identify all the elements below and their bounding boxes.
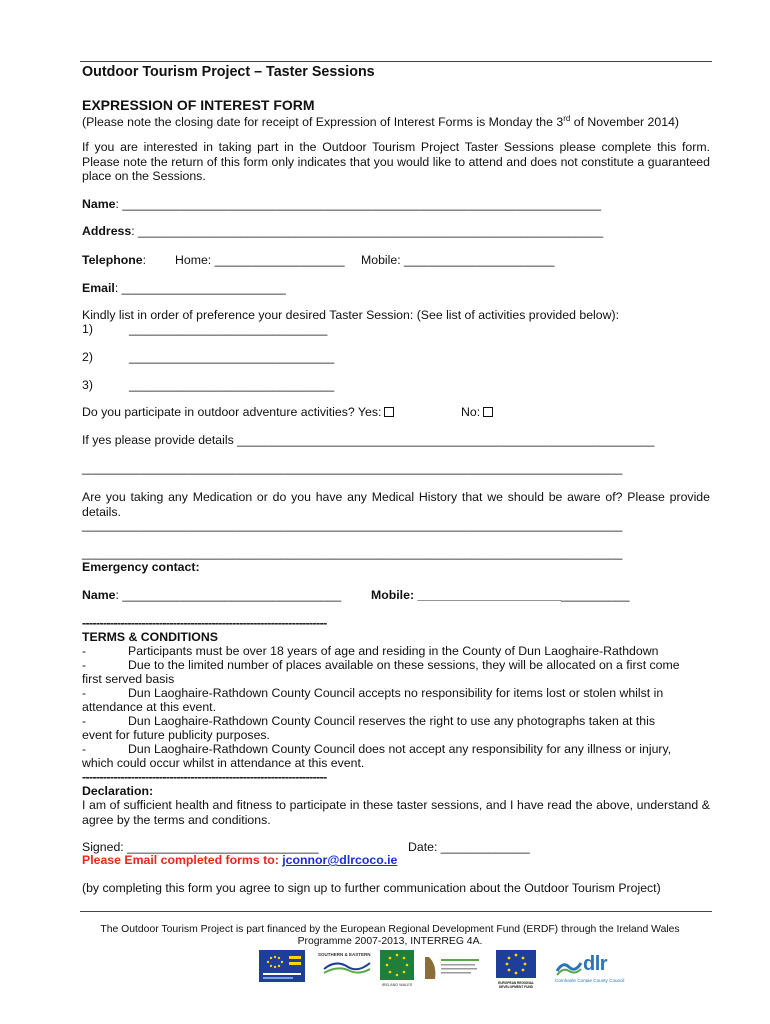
- terms-item-4-cont: event for future publicity purposes.: [82, 728, 270, 742]
- footer-rule: [80, 911, 712, 912]
- declaration-text: I am of sufficient health and fitness to participate in these taster sessions, and I have read the above, understand & agree by the terms and conditions.: [82, 798, 710, 827]
- terms-item-4-dash: -: [82, 714, 87, 728]
- yes-checkbox[interactable]: [384, 407, 394, 417]
- closing-note-sup: rd: [563, 114, 571, 123]
- intro-paragraph: If you are interested in taking part in the Outdoor Tourism Project Taster Sessions please complete this form. Please note the return of this form only indicates that you would like to attend and does not constitute a guaranteed place on the Sessions.: [82, 140, 710, 183]
- preference-3-field[interactable]: ______________________________: [129, 378, 335, 392]
- preference-intro: Kindly list in order of preference your desired Taster Session: (See list of activities provided below):: [82, 308, 619, 322]
- dlr-subtext: Comhairle Contae County Council: [555, 978, 625, 983]
- preference-1-number: 1): [82, 322, 93, 336]
- footer-line-1: The Outdoor Tourism Project is part financed by the European Regional Development Fund (ERDF) through the Ireland Wales: [100, 924, 680, 935]
- terms-item-5-dash: -: [82, 742, 87, 756]
- top-rule: [80, 61, 712, 62]
- emergency-name-line: : ________________________________: [115, 588, 342, 602]
- terms-item-1-dash: -: [82, 644, 87, 658]
- telephone-row: [82, 253, 146, 267]
- harp-icon: [421, 953, 483, 983]
- southern-eastern-logo: [318, 952, 373, 984]
- footer-text: [90, 924, 690, 948]
- terms-item-2-dash: -: [82, 658, 87, 672]
- terms-item-1: Participants must be over 18 years of age and residing in the County of Dun Laoghaire-Rathdown: [128, 644, 659, 658]
- preference-2-field[interactable]: ______________________________: [129, 350, 335, 364]
- emergency-name-label: Name: [82, 588, 116, 602]
- no-checkbox[interactable]: [483, 407, 493, 417]
- signed-field[interactable]: Signed: ____________________________: [82, 840, 319, 854]
- terms-item-3-dash: -: [82, 686, 87, 700]
- address-label: Address: [82, 224, 132, 238]
- closing-note-end: of November 2014): [570, 115, 680, 130]
- southern-eastern-text: SOUTHERN & EASTERN: [318, 952, 371, 957]
- emergency-mobile-text: Mobile: _____________________: [371, 588, 562, 602]
- email-label: Email: [82, 281, 115, 295]
- name-label: Name: [82, 197, 116, 211]
- adventure-question: [82, 405, 394, 419]
- southern-eastern-swoosh-icon: [318, 957, 373, 979]
- telephone-colon: :: [142, 253, 146, 267]
- terms-item-4: Dun Laoghaire-Rathdown County Council reserves the right to use any photographs taken at this: [128, 714, 656, 728]
- erdf-text: EUROPEAN REGIONAL DEVELOPMENT FUND: [498, 981, 534, 989]
- terms-item-2: Due to the limited number of places available on these sessions, they will be allocated on a first come: [128, 658, 680, 672]
- page-title: Outdoor Tourism Project – Taster Sessions: [82, 64, 375, 80]
- adventure-no: [461, 405, 493, 419]
- mobile-phone-field[interactable]: Mobile: ______________________: [361, 253, 555, 267]
- preference-3-number: 3): [82, 378, 93, 392]
- terms-item-5: Dun Laoghaire-Rathdown County Council does not accept any responsibility for any illness or injury,: [128, 742, 672, 756]
- emergency-mobile-tail: __________: [561, 588, 630, 602]
- medical-line-2[interactable]: _______________________________________________________________________________: [82, 546, 623, 560]
- closing-note-text: (Please note the closing date for receipt of Expression of Interest Forms is Monday the 3: [82, 115, 564, 130]
- terms-heading: TERMS & CONDITIONS: [82, 630, 218, 644]
- footer-line-2: Programme 2007-2013, INTERREG 4A.: [297, 936, 483, 947]
- no-label: No:: [461, 405, 481, 419]
- eu-stars-icon: [259, 950, 305, 982]
- dlr-wave-icon: [555, 957, 583, 977]
- terms-item-2-cont: first served basis: [82, 672, 175, 686]
- address-field[interactable]: [82, 224, 603, 238]
- closing-date-note: [82, 112, 679, 129]
- medical-line-1[interactable]: _______________________________________________________________________________: [82, 518, 623, 532]
- consent-note: (by completing this form you agree to sign up to further communication about the Outdoor Tourism Project): [82, 881, 661, 895]
- adventure-question-text: Do you participate in outdoor adventure activities? Yes:: [82, 405, 382, 419]
- emergency-contact-heading: Emergency contact:: [82, 560, 200, 574]
- email-instruction-label: Please Email completed forms to:: [82, 853, 283, 867]
- medical-question: Are you taking any Medication or do you have any Medical History that we should be aware of? Please provide details.: [82, 490, 710, 519]
- terms-item-3: Dun Laoghaire-Rathdown County Council accepts no responsibility for items lost or stolen whilst in: [128, 686, 664, 700]
- irish-government-logo: [421, 953, 483, 983]
- declaration-heading: Declaration:: [82, 784, 154, 798]
- date-field[interactable]: Date: _____________: [408, 840, 530, 854]
- name-field[interactable]: [82, 197, 601, 211]
- erdf-flag-icon: [496, 950, 536, 978]
- divider-bottom: ----------------------------------------------------------------------: [82, 770, 327, 784]
- terms-item-5-cont: which could occur whilst in attendance at this event.: [82, 756, 365, 770]
- email-line: : ________________________: [114, 281, 286, 295]
- ireland-wales-logo: [380, 950, 414, 994]
- email-instruction: [82, 853, 397, 867]
- dlr-wordmark: dlr: [583, 953, 608, 975]
- dlr-logo: [555, 955, 625, 987]
- eu-interreg-logo: [259, 950, 305, 982]
- address-line: : ____________________________________________________________________: [131, 224, 604, 238]
- emergency-mobile-field[interactable]: [371, 588, 629, 602]
- preference-1-field[interactable]: _____________________________: [129, 322, 328, 336]
- email-field[interactable]: [82, 281, 286, 295]
- ireland-wales-text: IRELAND WALES: [381, 983, 413, 987]
- ireland-wales-flag-icon: [380, 950, 414, 980]
- name-line: : ______________________________________________________________________: [115, 197, 602, 211]
- divider-top: ----------------------------------------------------------------------: [82, 616, 327, 630]
- contact-email-link[interactable]: jconnor@dlrcoco.ie: [282, 853, 398, 867]
- telephone-label: Telephone: [82, 253, 143, 267]
- adventure-details-line[interactable]: _______________________________________________________________________________: [82, 461, 623, 475]
- terms-item-3-cont: attendance at this event.: [82, 700, 216, 714]
- preference-2-number: 2): [82, 350, 93, 364]
- adventure-details-field[interactable]: If yes please provide details _____________________________________________________________: [82, 433, 655, 447]
- form-heading: EXPRESSION OF INTEREST FORM: [82, 97, 315, 113]
- emergency-name-field[interactable]: [82, 588, 341, 602]
- home-phone-field[interactable]: Home: ___________________: [175, 253, 345, 267]
- erdf-logo: [496, 950, 536, 990]
